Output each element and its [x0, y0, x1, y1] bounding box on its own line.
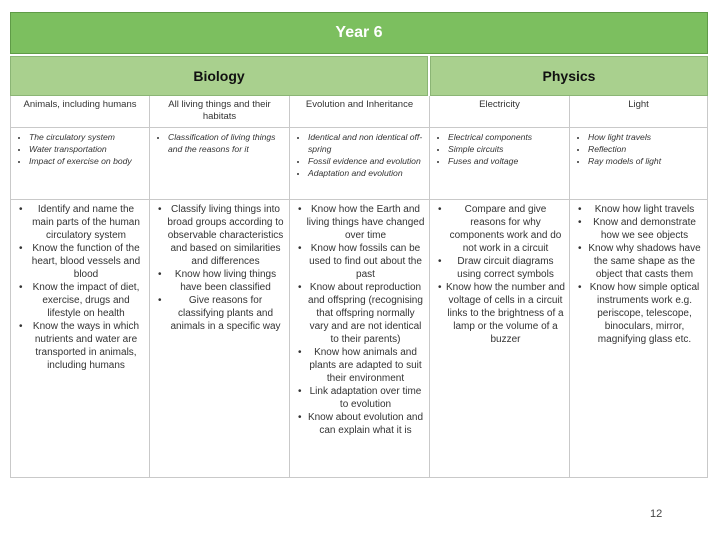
list-item: • Reflection [588, 143, 703, 155]
objectives-list [294, 203, 425, 437]
column-header-text: Animals, including humans [23, 99, 137, 110]
year-title: Year 6 [10, 12, 708, 54]
topics-list [15, 131, 145, 167]
list-item: • Impact of exercise on body [29, 155, 145, 167]
column-header [150, 96, 290, 128]
column-header-text: All living things and their habitats [168, 99, 271, 122]
list-item: • Link adaptation over time to evolution [300, 385, 425, 411]
column-header [570, 96, 708, 128]
list-item: • Classification of living things and the reasons for it [168, 131, 285, 155]
topics-cell [290, 128, 430, 200]
list-item: • Electrical components [448, 131, 565, 143]
subject-biology: Biology [10, 56, 428, 96]
list-item: • Know about reproduction and offspring (recognising that offspring normally vary and are not identical to their parents) [300, 281, 425, 346]
list-item: • Compare and give reasons for why components work and do not work in a circuit [440, 203, 565, 255]
objectives-cell [150, 200, 290, 478]
list-item: • Know how living things have been classified [160, 268, 285, 294]
list-item: • Know the function of the heart, blood vessels and blood [21, 242, 145, 281]
objectives-list [574, 203, 703, 346]
column-header [10, 96, 150, 128]
topics-cell [150, 128, 290, 200]
objectives-list [434, 203, 565, 346]
list-item: • Know how fossils can be used to find out about the past [300, 242, 425, 281]
objectives-cell [430, 200, 570, 478]
objectives-cell [570, 200, 708, 478]
topics-cell [10, 128, 150, 200]
list-item: • Know how light travels [580, 203, 703, 216]
list-item: • Know how simple optical instruments work e.g. periscope, telescope, binoculars, mirror, magnifying glass etc. [580, 281, 703, 346]
topics-cell [430, 128, 570, 200]
topics-list [434, 131, 565, 167]
list-item: • Know the ways in which nutrients and water are transported in animals, including humans [21, 320, 145, 372]
topics-cell [570, 128, 708, 200]
objectives-list [15, 203, 145, 372]
list-item: • Draw circuit diagrams using correct symbols [440, 255, 565, 281]
list-item: • Classify living things into broad groups according to observable characteristics and based on similarities and differences [160, 203, 285, 268]
list-item: • Water transportation [29, 143, 145, 155]
list-item: • Know about evolution and can explain what it is [300, 411, 425, 437]
objectives-list [154, 203, 285, 333]
list-item: • Identify and name the main parts of the human circulatory system [21, 203, 145, 242]
column-header [290, 96, 430, 128]
list-item: • Ray models of light [588, 155, 703, 167]
curriculum-table [10, 12, 708, 478]
topics-list [574, 131, 703, 167]
list-item: • Know how animals and plants are adapted to suit their environment [300, 346, 425, 385]
list-item: • Fossil evidence and evolution [308, 155, 425, 167]
objectives-cell [290, 200, 430, 478]
list-item: • Know why shadows have the same shape as the object that casts them [580, 242, 703, 281]
list-item: • Simple circuits [448, 143, 565, 155]
objectives-cell [10, 200, 150, 478]
list-item: • Fuses and voltage [448, 155, 565, 167]
column-header-text: Light [628, 99, 649, 110]
list-item: • The circulatory system [29, 131, 145, 143]
list-item: • Give reasons for classifying plants and animals in a specific way [160, 294, 285, 333]
topics-list [294, 131, 425, 179]
column-header-text: Evolution and Inheritance [305, 99, 414, 110]
list-item: • Know how the Earth and living things have changed over time [300, 203, 425, 242]
list-item: • Know how the number and voltage of cells in a circuit links to the brightness of a lamp or the volume of a buzzer [440, 281, 565, 346]
list-item: • Adaptation and evolution [308, 167, 425, 179]
list-item: • Know and demonstrate how we see objects [580, 216, 703, 242]
topics-list [154, 131, 285, 155]
list-item: • Know the impact of diet, exercise, drugs and lifestyle on health [21, 281, 145, 320]
page-number: 12 [650, 508, 663, 520]
list-item: • How light travels [588, 131, 703, 143]
column-header-text: Electricity [479, 99, 520, 110]
column-header [430, 96, 570, 128]
subject-physics: Physics [430, 56, 708, 96]
list-item: • Identical and non identical off-spring [308, 131, 425, 155]
